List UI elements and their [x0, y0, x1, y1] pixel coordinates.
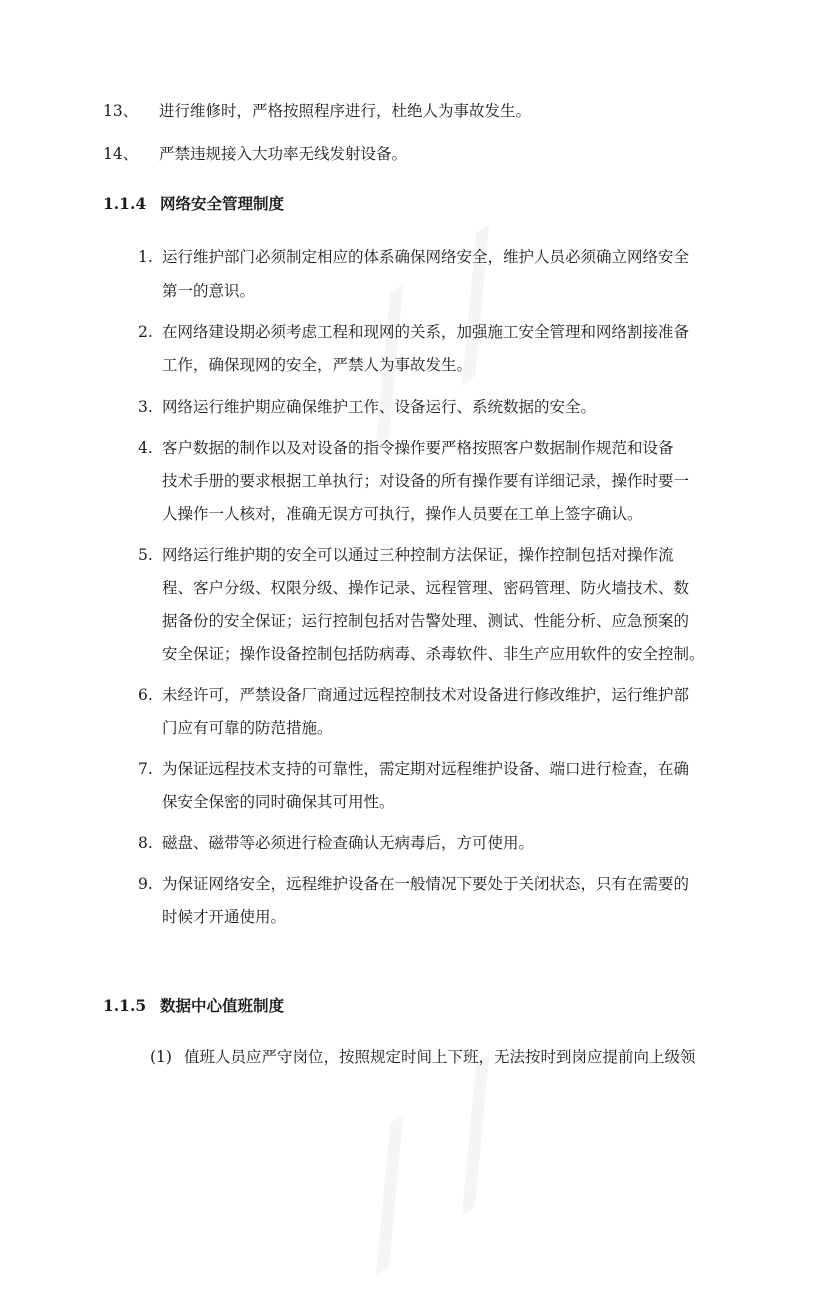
- list-item-number: 6.: [138, 686, 153, 704]
- section-number: 1.1.5: [103, 996, 147, 1015]
- rule-text: 严禁违规接入大功率无线发射设备。: [159, 145, 408, 163]
- list-item-line: 网络运行维护期应确保维护工作、设备运行、系统数据的安全。: [162, 398, 597, 416]
- list-item-line: 运行维护部门必须制定相应的体系确保网络安全，维护人员必须确立网络安全: [162, 248, 690, 266]
- list-item-number: 8.: [138, 834, 153, 852]
- section-title: 网络安全管理制度: [160, 194, 285, 213]
- list-item-line: 为保证网络安全，远程维护设备在一般情况下要处于关闭状态，只有在需要的: [162, 875, 690, 893]
- list-item-line: 技术手册的要求根据工单执行；对设备的所有操作要有详细记录，操作时要一: [162, 472, 690, 490]
- list-item-number: 3.: [138, 398, 153, 416]
- list-item-line: 工作，确保现网的安全，严禁人为事故发生。: [162, 356, 473, 374]
- list-item-line: 第一的意识。: [162, 282, 256, 300]
- list-item-number: 2.: [138, 323, 153, 341]
- list-item-line: 人操作一人核对，准确无误方可执行，操作人员要在工单上签字确认。: [162, 505, 643, 523]
- list-item-line: 网络运行维护期的安全可以通过三种控制方法保证，操作控制包括对操作流: [162, 546, 674, 564]
- list-item-line: 保安全保密的同时确保其可用性。: [162, 793, 395, 811]
- list-item-line: 安全保证；操作设备控制包括防病毒、杀毒软件、非生产应用软件的安全控制。: [162, 645, 705, 663]
- list-item-number: 4.: [138, 439, 153, 457]
- list-item-line: 据备份的安全保证；运行控制包括对告警处理、测试、性能分析、应急预案的: [162, 612, 690, 630]
- list-item-line: 值班人员应严守岗位，按照规定时间上下班，无法按时到岗应提前向上级领: [184, 1048, 696, 1066]
- watermark-mark: [298, 1036, 572, 1301]
- list-item-line: 客户数据的制作以及对设备的指令操作要严格按照客户数据制作规范和设备: [162, 439, 674, 457]
- list-item-number: 1.: [138, 248, 153, 266]
- rule-text: 进行维修时，严格按照程序进行，杜绝人为事故发生。: [159, 102, 532, 120]
- section-number: 1.1.4: [103, 194, 147, 213]
- list-item-number: 9.: [138, 875, 153, 893]
- list-item-number: 5.: [138, 546, 153, 564]
- rule-number: 13、: [103, 102, 139, 120]
- list-item-number: 7.: [138, 760, 153, 778]
- list-item-number: (1): [150, 1048, 172, 1066]
- list-item-line: 时候才开通使用。: [162, 908, 287, 926]
- list-item-line: 在网络建设期必须考虑工程和现网的关系，加强施工安全管理和网络割接准备: [162, 323, 690, 341]
- list-item-line: 门应有可靠的防范措施。: [162, 719, 333, 737]
- list-item-line: 程、客户分级、权限分级、操作记录、远程管理、密码管理、防火墙技术、数: [162, 579, 690, 597]
- rule-number: 14、: [103, 145, 139, 163]
- list-item-line: 磁盘、磁带等必须进行检查确认无病毒后，方可使用。: [162, 834, 535, 852]
- list-item-line: 未经许可，严禁设备厂商通过远程控制技术对设备进行修改维护，运行维护部: [162, 686, 690, 704]
- section-title: 数据中心值班制度: [160, 996, 285, 1015]
- list-item-line: 为保证远程技术支持的可靠性，需定期对远程维护设备、端口进行检查，在确: [162, 760, 690, 778]
